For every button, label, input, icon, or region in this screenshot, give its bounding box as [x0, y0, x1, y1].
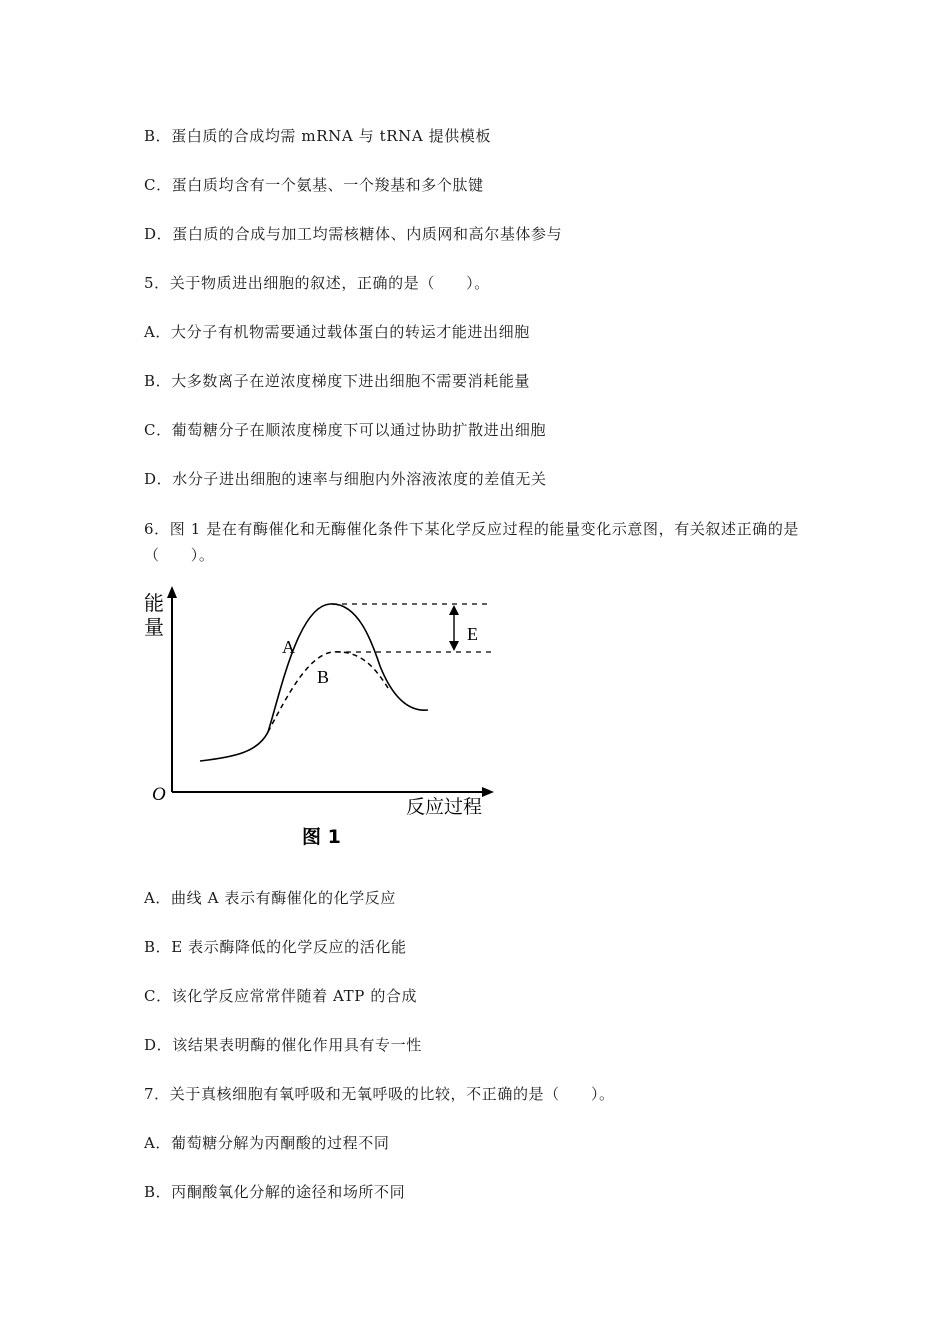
curve-b-label: B: [317, 667, 330, 687]
figure-caption: 图 1: [302, 826, 341, 848]
q6-option-d: D．该结果表明酶的催化作用具有专一性: [144, 1036, 422, 1054]
x-axis-arrow: [482, 787, 494, 797]
origin-label: O: [152, 784, 166, 805]
q4-option-c: C．蛋白质均含有一个氨基、一个羧基和多个肽键: [144, 176, 484, 194]
q5-option-d: D．水分子进出细胞的速率与细胞内外溶液浓度的差值无关: [144, 470, 547, 488]
q7-option-b: B．丙酮酸氧化分解的途径和场所不同: [144, 1183, 406, 1201]
curve-a-label: A: [282, 637, 295, 657]
q6-option-b: B．E 表示酶降低的化学反应的活化能: [144, 938, 407, 956]
q4-option-d: D．蛋白质的合成与加工均需核糖体、内质网和高尔基体参与: [144, 225, 563, 243]
curve-b-line: [268, 652, 388, 732]
q5-option-b: B．大多数离子在逆浓度梯度下进出细胞不需要消耗能量: [144, 372, 531, 390]
q5-option-c: C．葡萄糖分子在顺浓度梯度下可以通过协助扩散进出细胞: [144, 421, 547, 439]
q4-option-b: B．蛋白质的合成均需 mRNA 与 tRNA 提供模板: [144, 127, 492, 145]
q6-stem: 6．图 1 是在有酶催化和无酶催化条件下某化学反应过程的能量变化示意图，有关叙述正确的是（ ）。: [144, 520, 800, 564]
q7-option-a: A．葡萄糖分解为丙酮酸的过程不同: [144, 1134, 390, 1152]
y-axis-label-bottom: 量: [144, 615, 164, 639]
q5-stem: 5．关于物质进出细胞的叙述，正确的是（ ）。: [144, 274, 490, 292]
y-axis-arrow: [167, 586, 177, 598]
energy-gap-label: E: [467, 624, 478, 644]
x-axis-label: 反应过程: [406, 796, 483, 818]
q5-option-a: A．大分子有机物需要通过载体蛋白的转运才能进出细胞: [144, 323, 530, 341]
curve-a-line: [200, 604, 428, 761]
q7-stem: 7．关于真核细胞有氧呼吸和无氧呼吸的比较，不正确的是（ ）。: [144, 1085, 615, 1103]
y-axis-label-top: 能: [144, 591, 164, 615]
energy-diagram: [140, 584, 510, 854]
q6-option-c: C．该化学反应常常伴随着 ATP 的合成: [144, 987, 418, 1005]
q6-option-a: A．曲线 A 表示有酶催化的化学反应: [144, 889, 397, 907]
